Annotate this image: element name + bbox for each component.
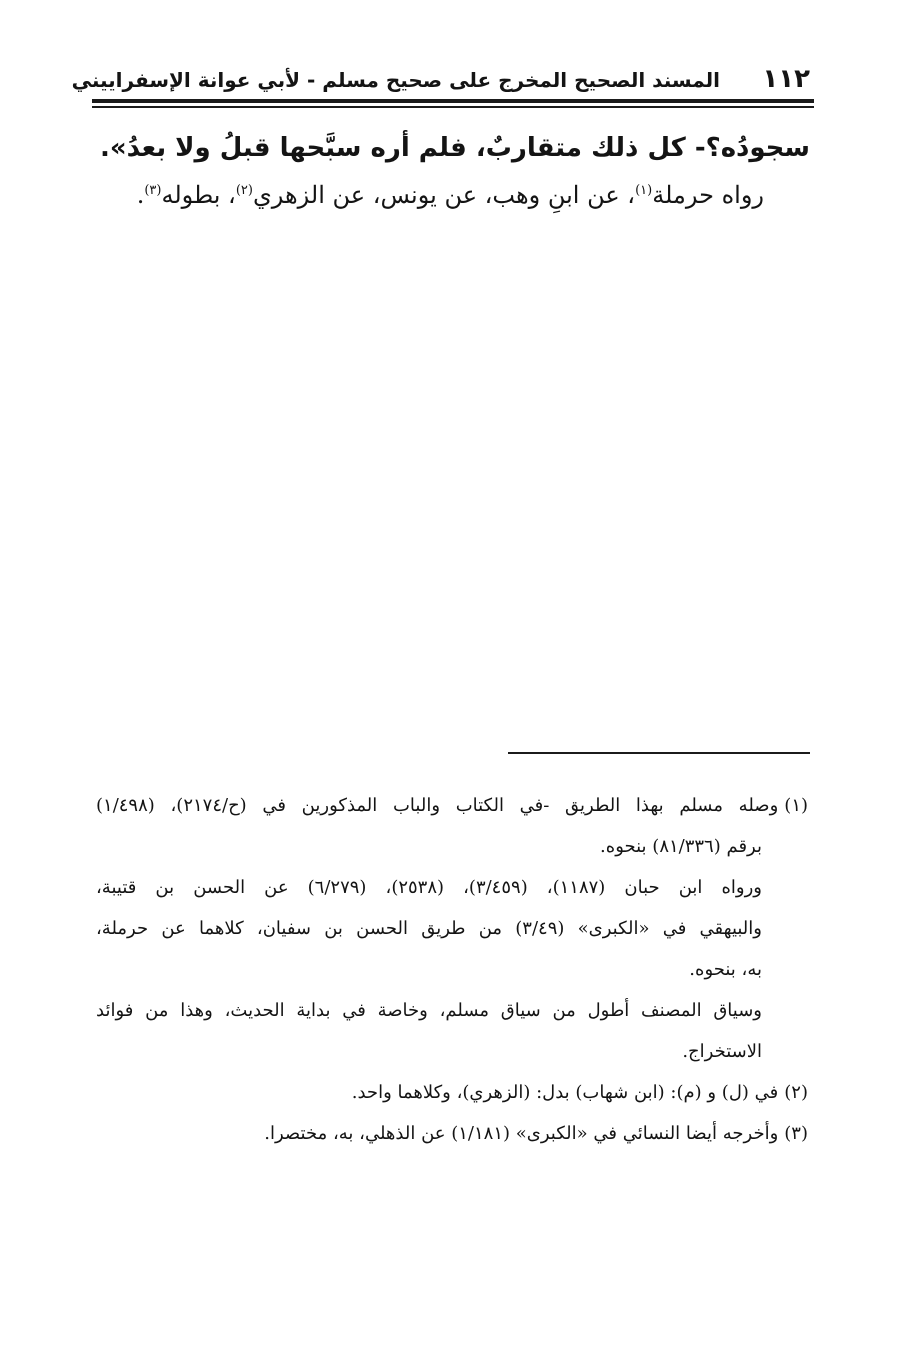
footnote-1-line-3: ورواه ابن حبان (١١٨٧)، (٣/٤٥٩)، (٢٥٣٨)، (٦/٢٧٩) عن الحسن بن قتيبة، bbox=[96, 877, 762, 898]
footnote-text: وأخرجه أيضا النسائي في «الكبرى» (١/١٨١) عن الذهلي، به، مختصرا. bbox=[264, 1123, 779, 1144]
footnote-ref-3: (٣) bbox=[144, 183, 162, 198]
hadith-text: سجودُه؟- كل ذلك متقاربٌ، فلم أره سبَّحها قبلُ ولا بعدُ». bbox=[99, 133, 810, 163]
isnad-part-2: ، عن ابنِ وهب، عن يونس، عن الزهري bbox=[252, 181, 636, 209]
footnote-number: (٢) bbox=[784, 1082, 808, 1103]
page-number: ١١٢ bbox=[762, 64, 810, 94]
isnad-end: . bbox=[136, 181, 145, 209]
page-header bbox=[71, 64, 812, 98]
footnote-1-line-4: والبيهقي في «الكبرى» (٣/٤٩) من طريق الحسن بن سفيان، كلاهما عن حرملة، bbox=[96, 918, 762, 939]
footnote-1-line-5: به، بنحوه. bbox=[689, 959, 762, 980]
footnote-ref-1: (١) bbox=[635, 183, 653, 198]
isnad-text bbox=[92, 172, 764, 218]
footnote-text: في (ل) و (م): (ابن شهاب) بدل: (الزهري)، وكلاهما واحد. bbox=[351, 1082, 779, 1103]
footnote-1-line-6: وسياق المصنف أطول من سياق مسلم، وخاصة في بداية الحديث، وهذا من فوائد bbox=[96, 1000, 762, 1021]
footnote-3 bbox=[96, 1113, 808, 1154]
isnad-part-1: رواه حرملة bbox=[652, 181, 764, 209]
main-text bbox=[92, 124, 810, 218]
footnote-2 bbox=[96, 1072, 808, 1113]
footnote-1-line-7: الاستخراج. bbox=[682, 1041, 762, 1062]
footnote-ref-2: (٢) bbox=[235, 183, 253, 198]
footnote-number: (١) bbox=[784, 795, 809, 816]
header-rule-thick bbox=[92, 99, 814, 103]
footnote-1-line-1 bbox=[96, 785, 808, 826]
isnad-part-3: ، بطوله bbox=[161, 181, 236, 209]
footnote-text: وصله مسلم بهذا الطريق -في الكتاب والباب المذكورين في (ح/٢١٧٤)، (١/٤٩٨) bbox=[96, 795, 779, 816]
footnote-1-line-2: برقم (٨١/٣٣٦) بنحوه. bbox=[600, 836, 762, 857]
footnote-number: (٣) bbox=[784, 1123, 808, 1144]
footnotes bbox=[96, 785, 808, 1154]
running-title: المسند الصحيح المخرج على صحيح مسلم - لأبي عوانة الإسفراييني bbox=[71, 68, 720, 92]
footnote-separator bbox=[508, 752, 810, 754]
header-rule-thin bbox=[92, 106, 814, 108]
